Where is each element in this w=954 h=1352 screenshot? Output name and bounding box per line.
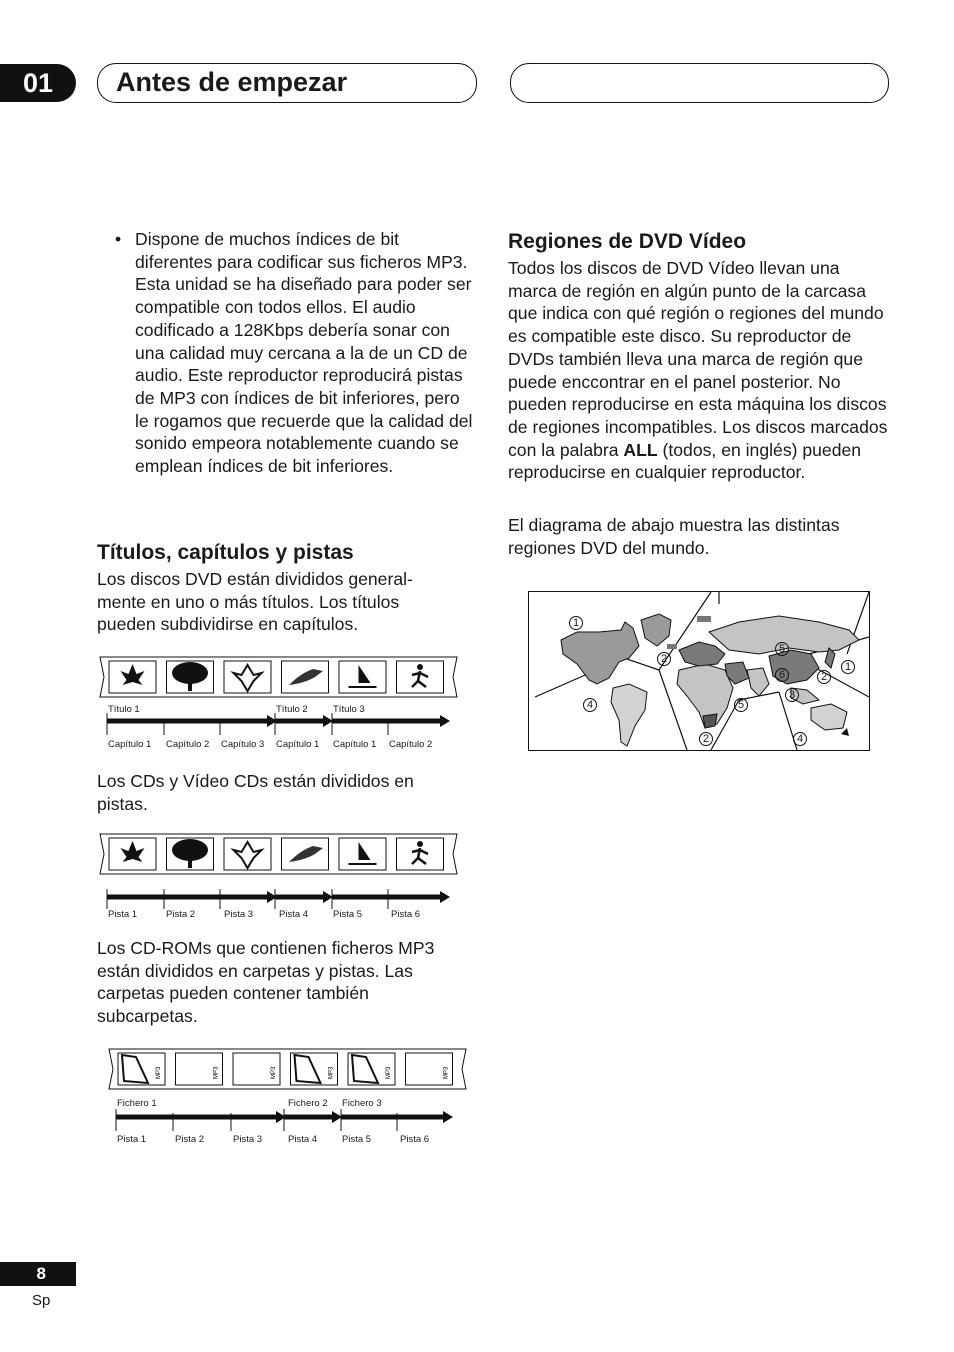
region-number: 6 [775,668,789,682]
dvd-chapter-label: Capítulo 1 [333,739,377,750]
regions-map-caption: El diagrama de abajo muestra las distintas regiones DVD del mundo. [508,515,840,558]
dvd-chapter-label: Capítulo 2 [389,739,433,750]
mp3-file-frame [176,1053,223,1085]
cdrom-track-label: Pista 6 [400,1134,430,1145]
bullet-text: Dispone de muchos índices de bit diferentes para codificar sus ficheros MP3. Esta unidad se ha diseñado para poder ser compatible con todos ellos. El audio codificado a 128Kbps debería sonar con una calidad muy cercana a la de un CD de audio. Este reproductor reproducirá pistas de MP3 con índices de bit inferiores, pero le rogamos que recuerde que la calidad del sonido empeora notablemente cuando se emplean índices de bit inferiores. [135,229,473,477]
region-number: 1 [569,616,583,630]
leaf-icon [109,661,156,693]
cd-track-arrows [107,889,450,909]
dvd-chapter-label: Capítulo 2 [166,739,210,750]
page-number: 8 [0,1262,76,1286]
mp3-file-frame [118,1053,165,1085]
header-empty-box [510,63,889,103]
cd-track-label: Pista 5 [333,909,363,920]
skater-icon [397,661,444,693]
mp3-file-frame [291,1053,338,1085]
cd-track-label: Pista 4 [279,909,309,920]
region-number: 4 [583,698,597,712]
dvd-chapter-label: Capítulo 1 [276,739,320,750]
region-number: 1 [841,660,855,674]
flower-icon [224,661,271,693]
dvd-title-arrows [107,713,450,735]
dvd-title-label: Título 3 [333,704,365,715]
cd-structure-diagram [97,832,459,912]
cdrom-folder-label: Fichero 2 [288,1098,328,1109]
region-number: 2 [699,732,713,746]
tree-icon [167,838,214,870]
bird-icon [282,838,329,870]
svg-text:MP3: MP3 [386,1066,392,1079]
cdrom-track-label: Pista 4 [288,1134,318,1145]
titles-heading: Títulos, capítulos y pistas [97,541,354,564]
all-keyword: ALL [623,439,658,460]
regions-text: (todos, en inglés) pueden reproducirse en cualquier reproductor. [508,439,862,483]
cdrom-arrows [116,1109,453,1131]
region-number: 2 [817,670,831,684]
chapter-number: 01 [0,64,76,102]
cdrom-track-label: Pista 5 [342,1134,372,1145]
region-number: 2 [657,652,671,666]
page-language: Sp [32,1292,51,1309]
cdrom-track-label: Pista 3 [233,1134,263,1145]
skater-icon [397,838,444,870]
dvd-title-label: Título 1 [108,704,140,715]
cdrom-track-label: Pista 1 [117,1134,147,1145]
mp3-file-frame [406,1053,453,1085]
flower-icon [224,838,271,870]
world-map-drawing [529,592,869,750]
svg-text:MP3: MP3 [156,1066,162,1079]
svg-text:MP3: MP3 [271,1066,277,1079]
cdrom-folder-label: Fichero 3 [342,1098,382,1109]
svg-text:MP3: MP3 [213,1066,220,1079]
region-number: 3 [785,688,799,702]
region-number: 5 [775,642,789,656]
titles-intro: Los discos DVD están divididos general-mente en uno o más títulos. Los títulos pueden subdividirse en capítulos. [97,569,413,635]
svg-text:MP3: MP3 [443,1066,450,1079]
svg-text:MP3: MP3 [328,1066,335,1079]
cd-track-label: Pista 2 [166,909,196,920]
tree-icon [167,661,214,693]
dvd-region-map [528,591,870,751]
dvd-title-label: Título 2 [276,704,308,715]
cdrom-structure-diagram [106,1047,468,1147]
cd-track-label: Pista 3 [224,909,254,920]
cd-track-label: Pista 1 [108,909,138,920]
mp3-file-frame [233,1053,280,1085]
leaf-icon [109,838,156,870]
chapter-title-box [97,63,477,103]
cdrom-text: Los CD-ROMs que contienen ficheros MP3 están divididos en carpetas y pistas. Las carpetas pueden contener también subcarpetas. [97,938,435,1027]
regions-heading: Regiones de DVD Vídeo [508,230,747,253]
dvd-chapter-label: Capítulo 3 [221,739,265,750]
regions-paragraph [508,257,890,484]
windsurf-icon [339,838,386,870]
chapter-title: Antes de empezar [116,67,348,97]
cd-text: Los CDs y Vídeo CDs están divididos en pistas. [97,771,414,814]
bullet-symbol: • [115,229,122,249]
region-number: 4 [793,732,807,746]
cd-track-label: Pista 6 [391,909,421,920]
windsurf-icon [339,661,386,693]
cdrom-folder-label: Fichero 1 [117,1098,157,1109]
dvd-chapter-label: Capítulo 1 [108,739,152,750]
bird-icon [282,661,329,693]
cdrom-track-label: Pista 2 [175,1134,205,1145]
region-number: 5 [734,698,748,712]
regions-text: Todos los discos de DVD Vídeo llevan una marca de región en algún punto de la carcasa que indica con qué región o regiones del mundo es compatible este disco. Su reproductor de DVDs también lleva una marca de región que puede enccontrar en el panel posterior. No pueden reproducirse en esta máquina los discos de regiones incompatibles. Los discos marcados con la palabra [508,258,888,460]
mp3-file-frame [348,1053,395,1085]
